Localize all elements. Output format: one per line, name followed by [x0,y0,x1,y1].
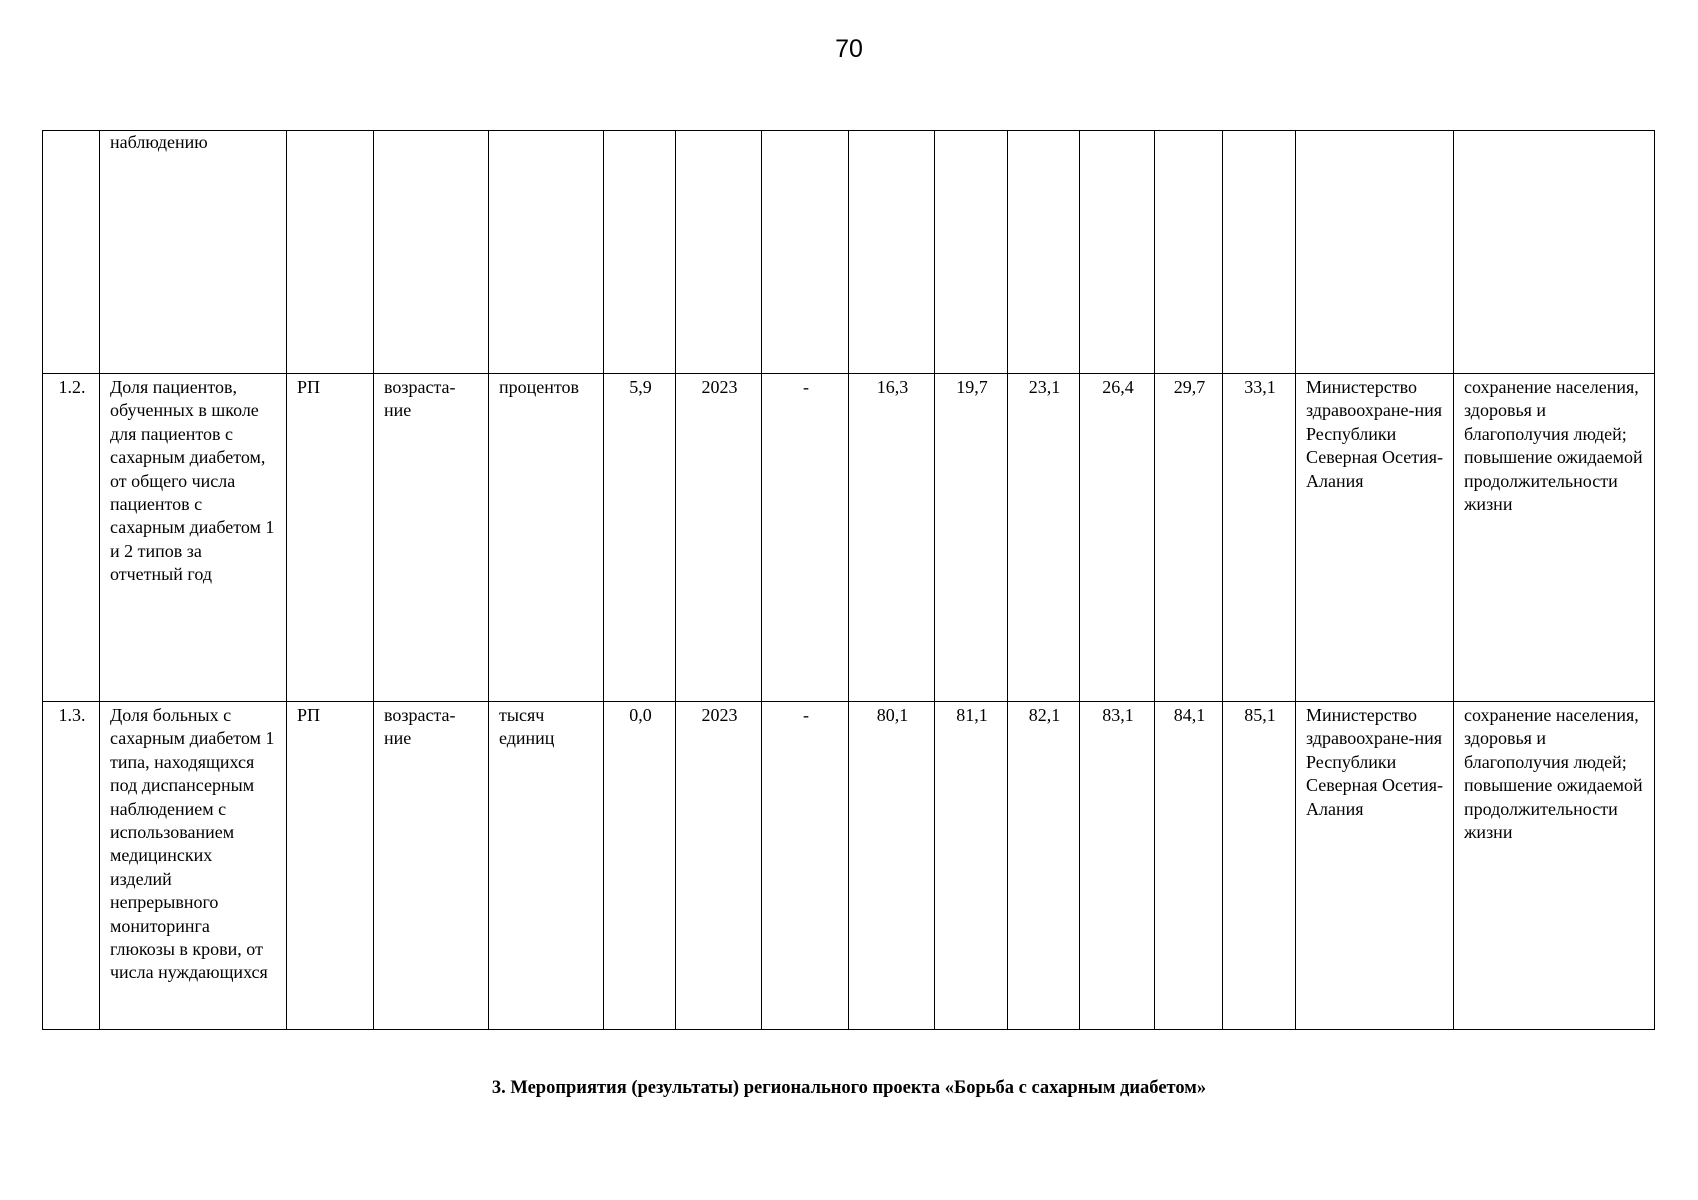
table-row [43,702,1655,1030]
value-1: - [762,702,849,1030]
indicator-name: наблюдению [100,131,287,374]
row-number [43,131,100,374]
unit: процентов [489,374,604,702]
unit: тысяч единиц [489,702,604,1030]
goal [1454,131,1655,374]
indicator-trend [374,131,489,374]
base-year [676,131,762,374]
value-2: 16,3 [849,374,935,702]
value-2: 80,1 [849,702,935,1030]
responsible [1296,131,1454,374]
base-year: 2023 [676,702,762,1030]
table-row [43,374,1655,702]
value-5: 26,4 [1080,374,1155,702]
indicators-table [42,130,1655,1030]
indicator-trend: возраста-ние [374,702,489,1030]
indicator-name: Доля больных с сахарным диабетом 1 типа, находящихся под диспансерным наблюдением с использованием медицинских изделий непрерывного мониторинга глюкозы в крови, от числа нуждающихся [100,702,287,1030]
responsible: Министерство здравоохране-ния Республики Северная Осетия-Алания [1296,374,1454,702]
goal: сохранение населения, здоровья и благополучия людей; повышение ожидаемой продолжительности жизни [1454,374,1655,702]
indicator-level [287,131,374,374]
value-7: 33,1 [1223,374,1296,702]
value-4: 82,1 [1008,702,1080,1030]
value-5: 83,1 [1080,702,1155,1030]
indicator-level: РП [287,702,374,1030]
base-value: 0,0 [604,702,676,1030]
unit [489,131,604,374]
value-3: 81,1 [935,702,1008,1030]
base-value: 5,9 [604,374,676,702]
value-6 [1155,131,1223,374]
value-3: 19,7 [935,374,1008,702]
base-year: 2023 [676,374,762,702]
table-row [43,131,1655,374]
row-number: 1.2. [43,374,100,702]
section-heading: 3. Мероприятия (результаты) регионального проекта «Борьба с сахарным диабетом» [491,1078,1207,1098]
indicator-level: РП [287,374,374,702]
row-number: 1.3. [43,702,100,1030]
value-2 [849,131,935,374]
goal: сохранение населения, здоровья и благополучия людей; повышение ожидаемой продолжительности жизни [1454,702,1655,1030]
value-1: - [762,374,849,702]
page-number: 70 [835,35,863,63]
value-4 [1008,131,1080,374]
indicator-trend: возраста-ние [374,374,489,702]
indicator-name: Доля пациентов, обученных в школе для пациентов с сахарным диабетом, от общего числа пациентов с сахарным диабетом 1 и 2 типов за отчетный год [100,374,287,702]
value-7: 85,1 [1223,702,1296,1030]
responsible: Министерство здравоохране-ния Республики Северная Осетия-Алания [1296,702,1454,1030]
base-value [604,131,676,374]
value-5 [1080,131,1155,374]
value-7 [1223,131,1296,374]
value-4: 23,1 [1008,374,1080,702]
value-1 [762,131,849,374]
value-3 [935,131,1008,374]
value-6: 84,1 [1155,702,1223,1030]
value-6: 29,7 [1155,374,1223,702]
